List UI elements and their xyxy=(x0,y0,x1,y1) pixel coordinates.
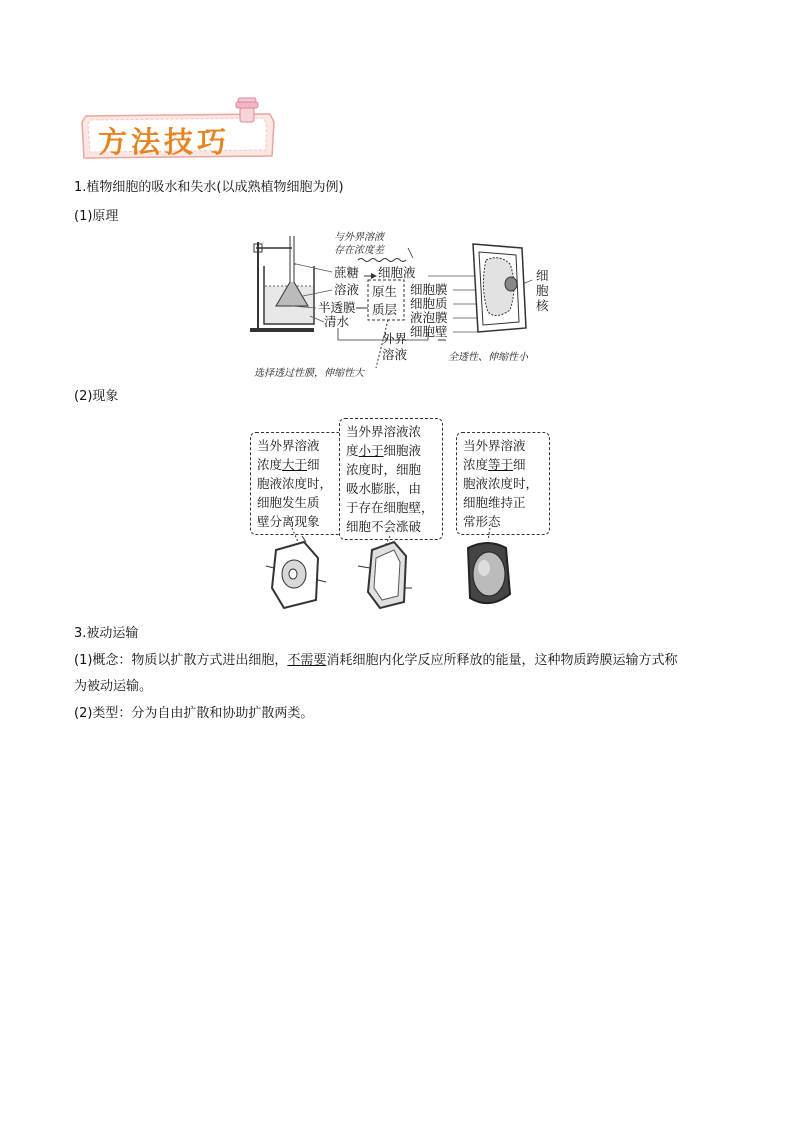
cell-drawings xyxy=(262,528,552,610)
label-protoplast: 原生 xyxy=(372,284,398,299)
label-protoplast-2: 质层 xyxy=(372,302,398,317)
note-concentration-difference: 与外界溶液 xyxy=(334,232,384,243)
label-nucleus: 细 xyxy=(536,268,549,283)
paragraph-concept-cont: 为被动运输。 xyxy=(74,679,153,694)
label-cell-sap: 细胞液 xyxy=(378,265,416,280)
paper-clip-icon xyxy=(232,96,262,124)
note-concentration-difference-2: 存在浓度差 xyxy=(334,245,384,256)
label-nucleus-2: 胞 xyxy=(536,283,549,298)
heading-1: 1.植物细胞的吸水和失水(以成熟植物细胞为例) xyxy=(74,180,344,195)
paragraph-types: (2)类型：分为自由扩散和协助扩散两类。 xyxy=(74,706,314,721)
label-outer-2: 溶液 xyxy=(382,347,408,362)
label-cell-membrane: 细胞膜 xyxy=(410,282,448,297)
callout-normal-shape: 当外界溶液 浓度等于细 胞液浓度时， 细胞维持正 常形态 xyxy=(456,432,550,535)
label-nucleus-3: 核 xyxy=(536,298,549,313)
subheading-principle: (1)原理 xyxy=(74,209,119,224)
label-cytoplasm: 细胞质 xyxy=(410,296,448,311)
label-sucrose: 蔗糖 xyxy=(334,265,360,280)
label-solution: 溶液 xyxy=(334,282,360,297)
label-vacuole-membrane: 液泡膜 xyxy=(410,310,448,325)
label-semipermeable-membrane: 半透膜 xyxy=(318,300,356,315)
cell-states-graphic xyxy=(262,528,552,610)
paragraph-concept: (1)概念：物质以扩散方式进出细胞，不需要消耗细胞内化学反应所释放的能量，这种物质跨膜运输方式称 xyxy=(74,653,678,668)
note-selectively-permeable: 选择透过性膜，伸缩性大 xyxy=(254,368,364,379)
callout-plasmolysis: 当外界溶液 浓度大于细 胞液浓度时， 细胞发生质 壁分离现象 xyxy=(250,432,344,535)
label-outer: 外界 xyxy=(382,331,408,346)
callout-absorb-water: 当外界溶液浓 度小于细胞液 浓度时，细胞 吸水膨胀，由 于存在细胞壁， 细胞不会涨破 xyxy=(339,418,443,540)
principle-diagram xyxy=(248,228,558,380)
heading-3: 3.被动运输 xyxy=(74,626,139,641)
label-clear-water: 清水 xyxy=(324,314,350,329)
note-fully-permeable: 全透性、伸缩性小 xyxy=(448,352,528,363)
subheading-phenomena: (2)现象 xyxy=(74,389,119,404)
section-title: 方法技巧 xyxy=(98,125,231,159)
label-cell-wall: 细胞壁 xyxy=(410,324,448,339)
